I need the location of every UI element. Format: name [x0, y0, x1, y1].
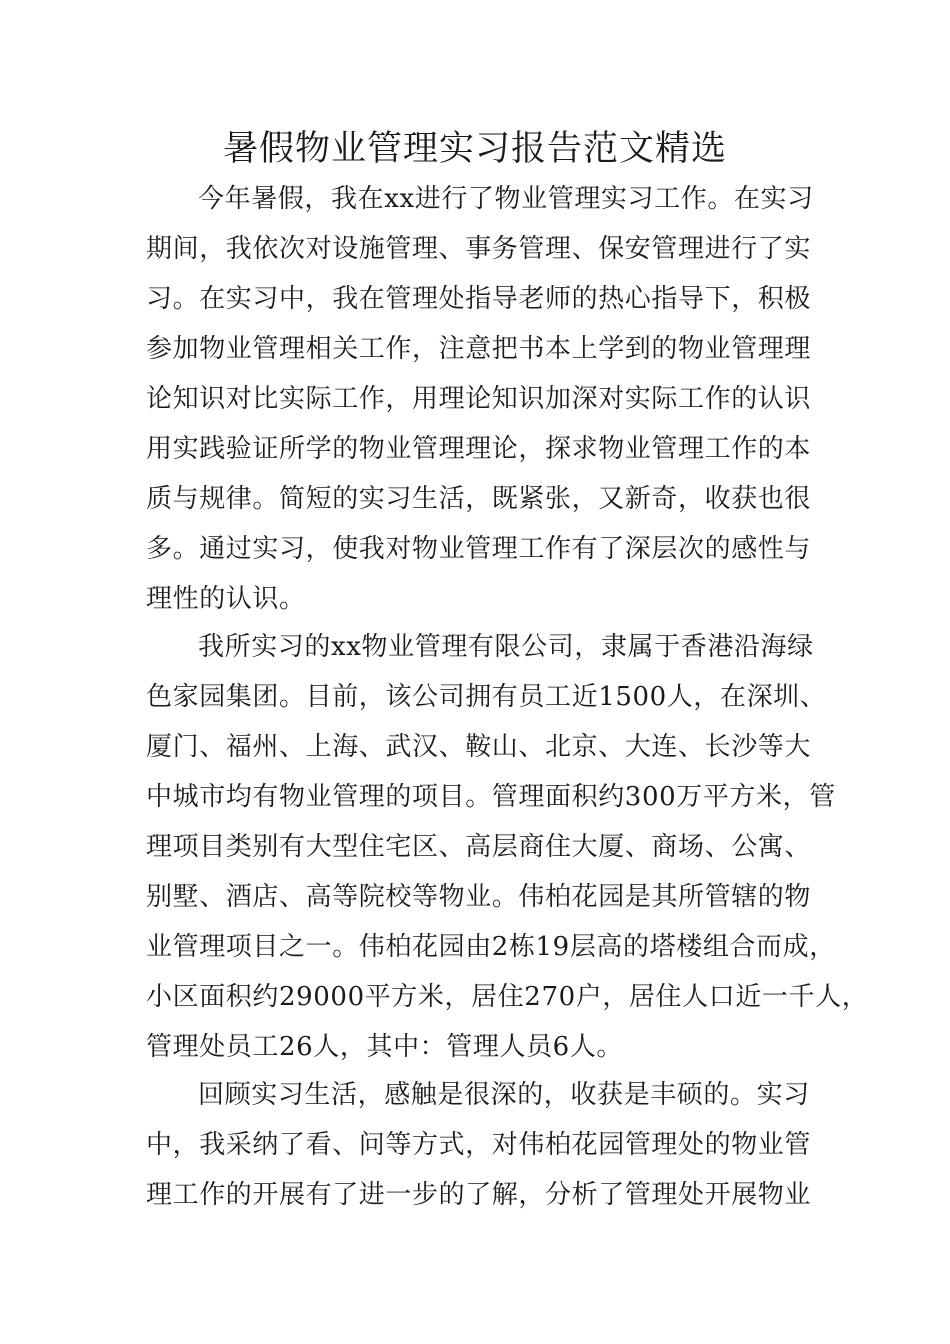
text-line: 习。在实习中，我在管理处指导老师的热心指导下，积极 [146, 284, 812, 314]
text-line: 中城市均有物业管理的项目。管理面积约300万平方米，管 [146, 782, 836, 812]
text-line: 回顾实习生活，感触是很深的，收获是丰硕的。实习 [198, 1080, 810, 1110]
text-line: 色家园集团。目前，该公司拥有员工近1500人，在深圳、 [146, 682, 827, 712]
text-line: 期间，我依次对设施管理、事务管理、保安管理进行了实 [146, 234, 812, 264]
text-line: 参加物业管理相关工作，注意把书本上学到的物业管理理 [146, 334, 812, 364]
text-line: 中，我采纳了看、问等方式，对伟柏花园管理处的物业管 [146, 1130, 812, 1160]
text-line: 今年暑假，我在xx进行了物业管理实习工作。在实习 [198, 184, 814, 214]
text-line: 我所实习的xx物业管理有限公司，隶属于香港沿海绿 [198, 632, 814, 662]
text-line: 理性的认识。 [146, 584, 306, 614]
text-line: 理工作的开展有了进一步的了解，分析了管理处开展物业 [146, 1180, 812, 1210]
text-line: 论知识对比实际工作，用理论知识加深对实际工作的认识 [146, 384, 812, 414]
text-line: 别墅、酒店、高等院校等物业。伟柏花园是其所管辖的物 [146, 882, 812, 912]
text-line: 质与规律。简短的实习生活，既紧张，又新奇，收获也很 [146, 484, 812, 514]
text-line: 管理处员工26人，其中：管理人员6人。 [146, 1032, 624, 1062]
text-line: 多。通过实习，使我对物业管理工作有了深层次的感性与 [146, 534, 812, 564]
text-line: 理项目类别有大型住宅区、高层商住大厦、商场、公寓、 [146, 832, 812, 862]
text-line: 用实践验证所学的物业管理理论，探求物业管理工作的本 [146, 434, 812, 464]
text-line: 业管理项目之一。伟柏花园由2栋19层高的塔楼组合而成， [146, 932, 836, 962]
text-line: 厦门、福州、上海、武汉、鞍山、北京、大连、长沙等大 [146, 732, 812, 762]
document-title: 暑假物业管理实习报告范文精选 [222, 129, 727, 169]
text-line: 小区面积约29000平方米，居住270户，居住人口近一千人， [146, 982, 869, 1012]
